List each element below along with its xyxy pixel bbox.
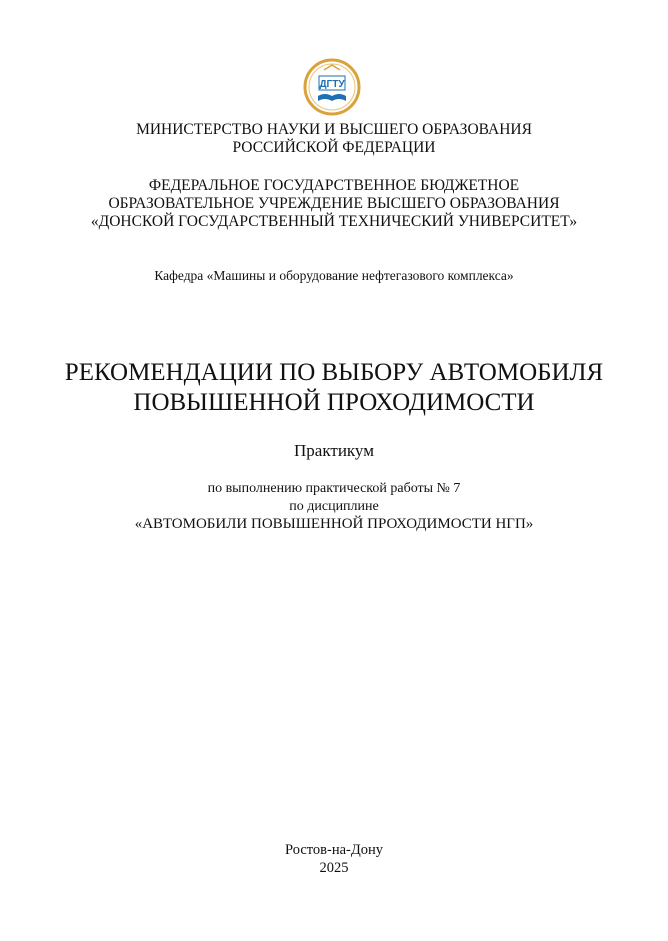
year: 2025: [319, 860, 349, 876]
institution-line-3: «ДОНСКОЙ ГОСУДАРСТВЕННЫЙ ТЕХНИЧЕСКИЙ УНИВЕРСИТЕТ»: [90, 213, 578, 230]
discipline-label: по дисциплине: [289, 499, 379, 514]
institution-line-1: ФЕДЕРАЛЬНОЕ ГОСУДАРСТВЕННОЕ БЮДЖЕТНОЕ: [148, 177, 520, 194]
department-name: Кафедра «Машины и оборудование нефтегазового комплекса»: [154, 268, 514, 283]
document-subtitle: Практикум: [294, 441, 374, 460]
svg-text:ДГТУ: ДГТУ: [319, 79, 345, 90]
institution-line-2: ОБРАЗОВАТЕЛЬНОЕ УЧРЕЖДЕНИЕ ВЫСШЕГО ОБРАЗОВАНИЯ: [108, 195, 560, 212]
work-description: по выполнению практической работы № 7: [207, 481, 461, 496]
ministry-heading: [0, 121, 668, 157]
ministry-line-2: РОССИЙСКОЙ ФЕДЕРАЦИИ: [232, 139, 436, 156]
title-line-1: РЕКОМЕНДАЦИИ ПО ВЫБОРУ АВТОМОБИЛЯ: [64, 359, 604, 386]
discipline-name: «АВТОМОБИЛИ ПОВЫШЕННОЙ ПРОХОДИМОСТИ НГП»: [134, 516, 534, 532]
title-line-2: ПОВЫШЕННОЙ ПРОХОДИМОСТИ: [133, 389, 535, 416]
city: Ростов-на-Дону: [285, 842, 383, 858]
document-title: [0, 358, 668, 418]
university-logo-icon: [302, 56, 362, 118]
ministry-line-1: МИНИСТЕРСТВО НАУКИ И ВЫСШЕГО ОБРАЗОВАНИЯ: [136, 121, 532, 138]
institution-heading: [0, 177, 668, 231]
